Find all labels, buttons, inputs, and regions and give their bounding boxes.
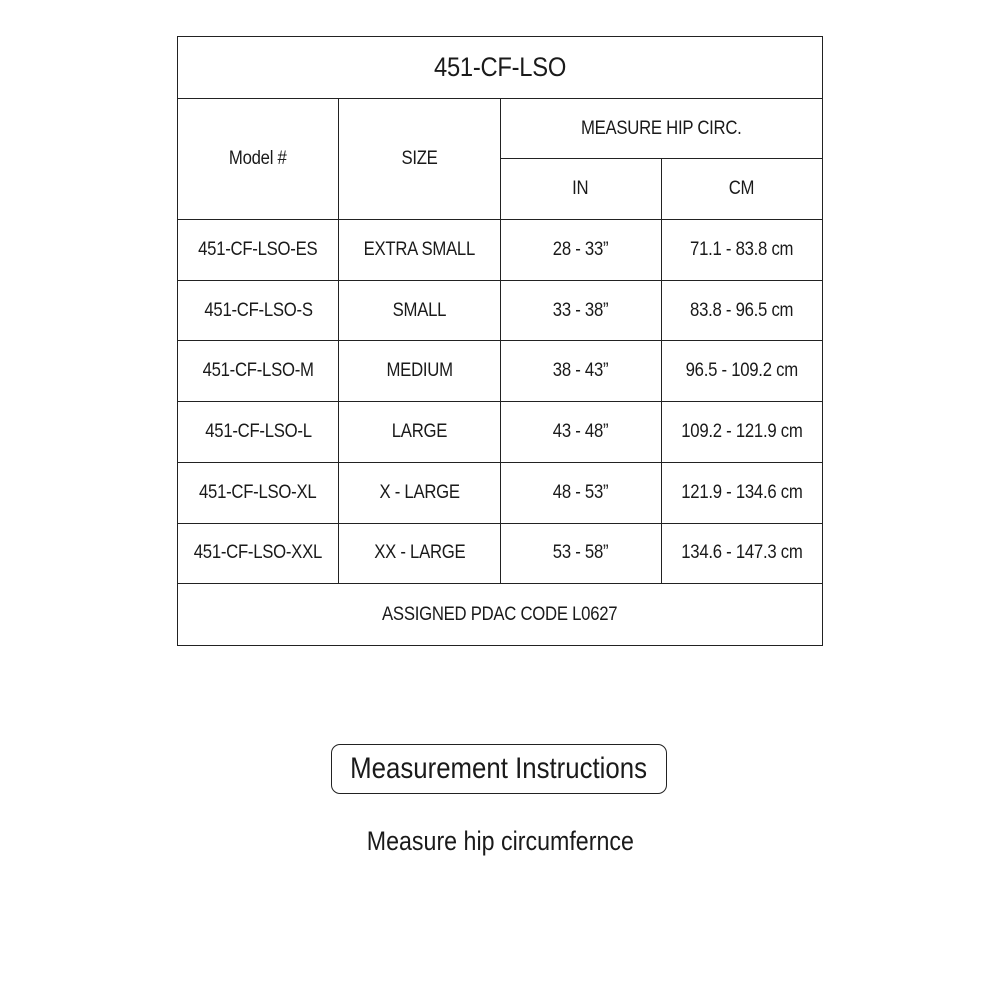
header-measure: MEASURE HIP CIRC. [500, 98, 823, 159]
header-size: SIZE [339, 98, 500, 219]
size-cell: MEDIUM [339, 341, 500, 402]
table-row [178, 523, 823, 584]
model-cell: 451-CF-LSO-L [178, 402, 339, 463]
table-row [178, 220, 823, 281]
size-chart-table [177, 36, 823, 646]
model-cell: 451-CF-LSO-XXL [178, 523, 339, 584]
footer-row [178, 584, 823, 646]
header-in: IN [500, 159, 661, 220]
table-row [178, 402, 823, 463]
pdac-code: ASSIGNED PDAC CODE L0627 [178, 584, 823, 646]
cm-cell: 83.8 - 96.5 cm [661, 280, 822, 341]
model-cell: 451-CF-LSO-M [178, 341, 339, 402]
size-cell: LARGE [339, 402, 500, 463]
size-cell: XX - LARGE [339, 523, 500, 584]
in-cell: 33 - 38” [500, 280, 661, 341]
instructions-text: Measure hip circumfernce [366, 826, 634, 856]
table-row [178, 462, 823, 523]
size-cell: EXTRA SMALL [339, 220, 500, 281]
cm-cell: 134.6 - 147.3 cm [661, 523, 822, 584]
in-cell: 28 - 33” [500, 220, 661, 281]
in-cell: 38 - 43” [500, 341, 661, 402]
cm-cell: 96.5 - 109.2 cm [661, 341, 822, 402]
size-cell: X - LARGE [339, 462, 500, 523]
table-row [178, 341, 823, 402]
table-title-row [178, 37, 823, 99]
cm-cell: 71.1 - 83.8 cm [661, 220, 822, 281]
cm-cell: 109.2 - 121.9 cm [661, 402, 822, 463]
cm-cell: 121.9 - 134.6 cm [661, 462, 822, 523]
model-cell: 451-CF-LSO-S [178, 280, 339, 341]
in-cell: 48 - 53” [500, 462, 661, 523]
model-cell: 451-CF-LSO-XL [178, 462, 339, 523]
table-title: 451-CF-LSO [178, 37, 823, 99]
model-cell: 451-CF-LSO-ES [178, 220, 339, 281]
in-cell: 43 - 48” [500, 402, 661, 463]
instructions-heading: Measurement Instructions [331, 744, 667, 794]
size-cell: SMALL [339, 280, 500, 341]
table-row [178, 280, 823, 341]
header-row [178, 98, 823, 159]
header-model: Model # [178, 98, 339, 219]
in-cell: 53 - 58” [500, 523, 661, 584]
header-cm: CM [661, 159, 822, 220]
